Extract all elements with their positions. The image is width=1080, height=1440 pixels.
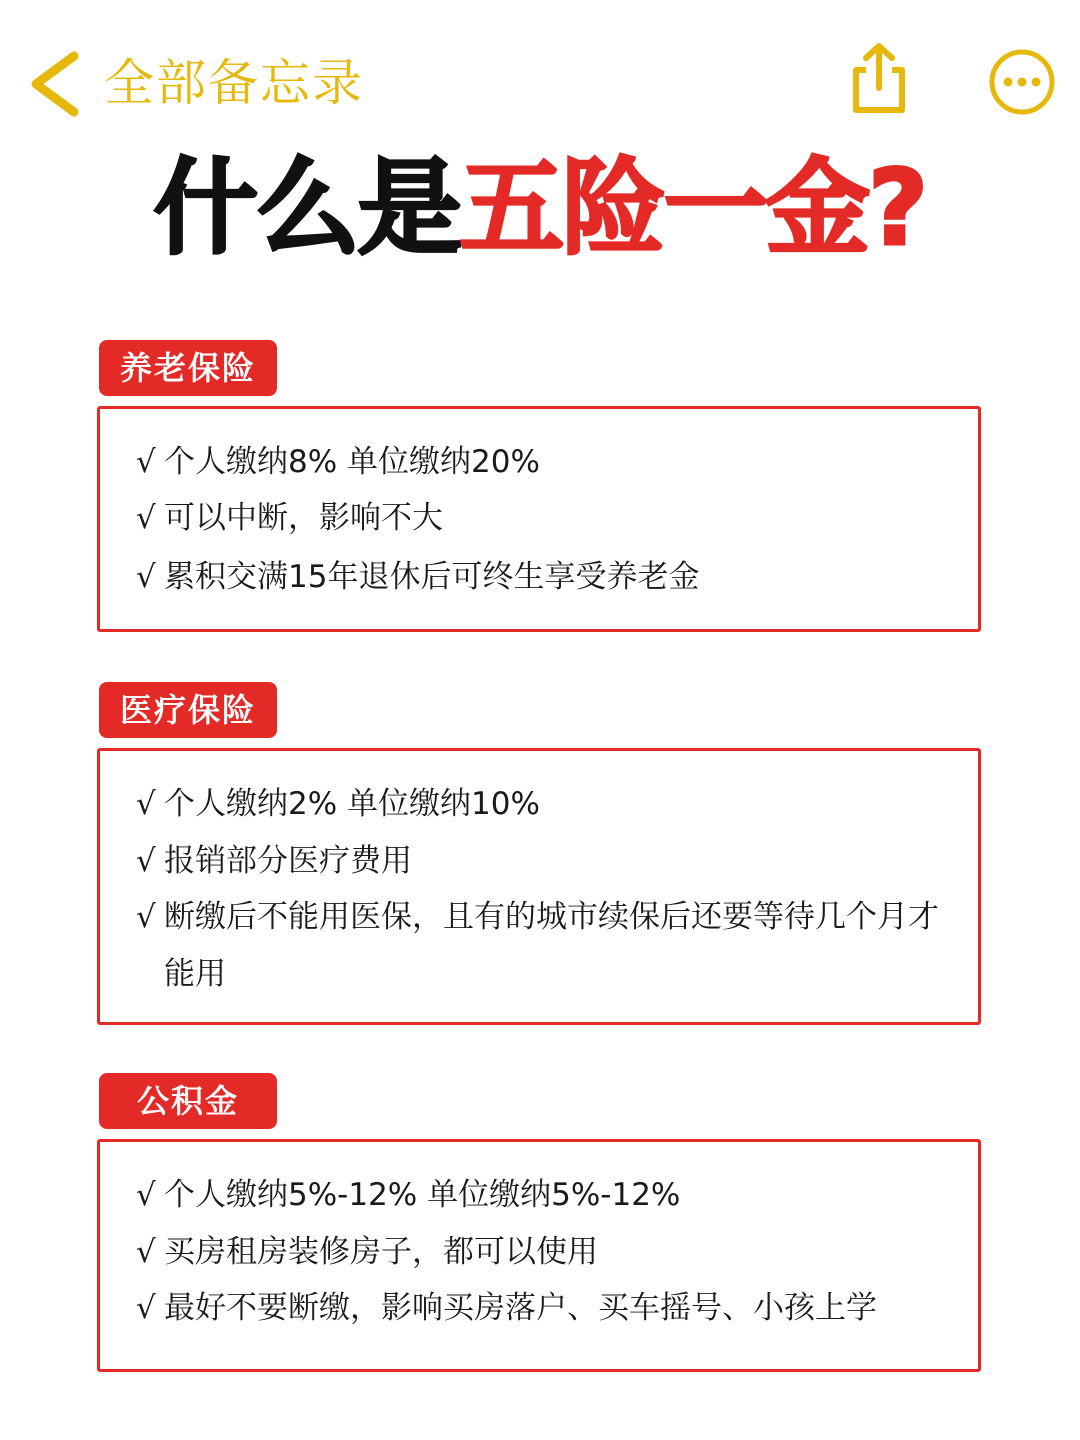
list-item-text: 报销部分医疗费用: [164, 843, 412, 879]
chevron-left-icon: [22, 44, 102, 120]
check-mark: √: [136, 843, 156, 879]
back-button[interactable]: [22, 44, 102, 120]
list-item-continuation: 能用: [164, 956, 226, 992]
back-title[interactable]: 全部备忘录: [104, 54, 364, 112]
list-item: [136, 841, 962, 881]
check-mark: √: [136, 1234, 156, 1270]
list-item-text: 个人缴纳2% 单位缴纳10%: [164, 786, 540, 822]
section-tag-housing-fund: 公积金: [99, 1073, 277, 1129]
list-item-text: 个人缴纳8% 单位缴纳20%: [164, 444, 540, 480]
section-tag-medical: 医疗保险: [99, 682, 277, 738]
list-item: [136, 1175, 962, 1215]
share-icon: [840, 40, 916, 116]
list-item: [136, 498, 962, 538]
list-item: [136, 897, 962, 937]
section-box-pension: [97, 406, 981, 632]
nav-bar: [0, 0, 1080, 140]
list-item: [136, 784, 962, 824]
check-mark: √: [136, 786, 156, 822]
check-mark: √: [136, 1177, 156, 1213]
list-item-text: 买房租房装修房子，都可以使用: [164, 1234, 598, 1270]
list-item-text: 可以中断，影响不大: [164, 500, 443, 536]
check-mark: √: [136, 444, 156, 480]
section-box-housing-fund: [97, 1139, 981, 1372]
headline-red: 五险一金?: [459, 147, 927, 269]
list-item-text: 断缴后不能用医保，且有的城市续保后还要等待几个月才: [164, 899, 939, 935]
list-item-text: 累积交满15年退休后可终生享受养老金: [164, 559, 700, 595]
list-item: [136, 557, 962, 597]
section-box-medical: [97, 748, 981, 1025]
check-mark: √: [136, 559, 156, 595]
list-item-text: 最好不要断缴，影响买房落户、买车摇号、小孩上学: [164, 1290, 877, 1326]
section-tag-pension: 养老保险: [99, 340, 277, 396]
check-mark: √: [136, 500, 156, 536]
list-item: [136, 1288, 962, 1328]
list-item-text: 个人缴纳5%-12% 单位缴纳5%-12%: [164, 1177, 681, 1213]
more-circle-icon: [986, 46, 1058, 118]
more-button[interactable]: [986, 46, 1058, 118]
share-button[interactable]: [840, 40, 916, 116]
list-item: [136, 1232, 962, 1272]
list-item: [136, 442, 962, 482]
check-mark: √: [136, 1290, 156, 1326]
headline-black: 什么是: [153, 147, 460, 269]
page-title: [0, 148, 1080, 268]
check-mark: √: [136, 899, 156, 935]
